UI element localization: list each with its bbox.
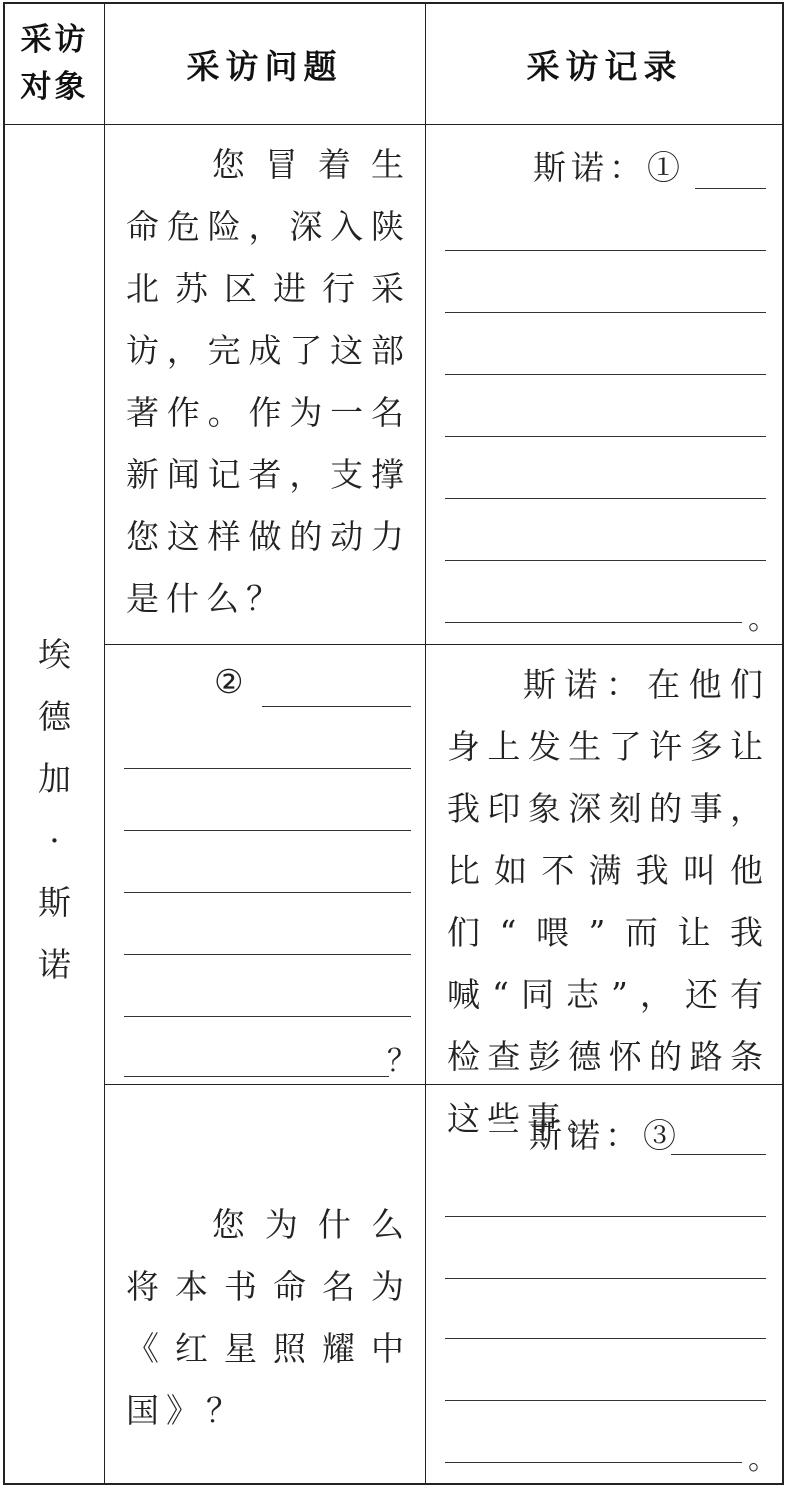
answer-blank-line[interactable]: [445, 1278, 766, 1279]
subject-char: ·: [49, 821, 60, 860]
answer-blank-line[interactable]: [445, 250, 766, 251]
row3-record: [425, 1084, 784, 1485]
subject-char: 德: [38, 697, 71, 736]
answer-blank-line[interactable]: [671, 1154, 766, 1155]
answer-blank-line[interactable]: [445, 498, 766, 499]
header-record-label: 采访记录: [526, 46, 683, 86]
header-record: [425, 4, 784, 124]
row1-record-end: 。: [748, 602, 778, 637]
row3-record-end: 。: [748, 1442, 778, 1477]
answer-blank-line[interactable]: [445, 560, 766, 561]
answer-blank-line[interactable]: [445, 622, 742, 623]
answer-blank-line[interactable]: [445, 1462, 742, 1463]
question-blank-line[interactable]: [124, 1076, 389, 1077]
row2-record: [425, 654, 784, 1150]
row3-question: [104, 1194, 425, 1442]
header-subject: [5, 4, 104, 124]
interview-table: [3, 2, 784, 1485]
answer-blank-line[interactable]: [445, 1400, 766, 1401]
subject-name: [5, 624, 104, 996]
row2-question: [104, 644, 425, 1084]
question-blank-line[interactable]: [124, 1016, 411, 1017]
row1-record-lead: 斯诺：①: [533, 148, 685, 187]
header-question: [104, 4, 425, 124]
answer-blank-line[interactable]: [445, 436, 766, 437]
question-blank-line[interactable]: [124, 892, 411, 893]
row3-record-lead: 斯诺：③: [529, 1116, 681, 1155]
subject-char: 诺: [38, 945, 71, 984]
row1-question: [104, 134, 425, 630]
row3-question-text: 您为什么将本书命名为《红星照耀中国》？: [126, 1205, 411, 1430]
row2-record-text: 斯诺：在他们身上发生了许多让我印象深刻的事，比如不满我叫他们“喂”而让我喊“同志”，还有检查彭德怀的路条这些事。: [447, 665, 770, 1138]
question-blank-line[interactable]: [124, 830, 411, 831]
header-subject-label: 采访对象: [20, 22, 89, 105]
row1-record: [425, 124, 784, 644]
answer-blank-line[interactable]: [445, 1338, 766, 1339]
question-blank-line[interactable]: [262, 706, 411, 707]
row2-question-end: ？: [387, 1044, 417, 1079]
question-blank-line[interactable]: [124, 954, 411, 955]
answer-blank-line[interactable]: [695, 188, 766, 189]
subject-char: 加: [38, 759, 71, 798]
row2-question-lead: ②: [214, 662, 249, 701]
question-blank-line[interactable]: [124, 768, 411, 769]
subject-char: 斯: [38, 883, 71, 922]
row1-question-text: 您冒着生命危险，深入陕北苏区进行采访，完成了这部著作。作为一名新闻记者，支撑您这样做的动力是什么？: [126, 145, 411, 618]
answer-blank-line[interactable]: [445, 312, 766, 313]
answer-blank-line[interactable]: [445, 374, 766, 375]
header-question-label: 采访问题: [186, 46, 343, 86]
answer-blank-line[interactable]: [445, 1216, 766, 1217]
subject-char: 埃: [38, 635, 71, 674]
